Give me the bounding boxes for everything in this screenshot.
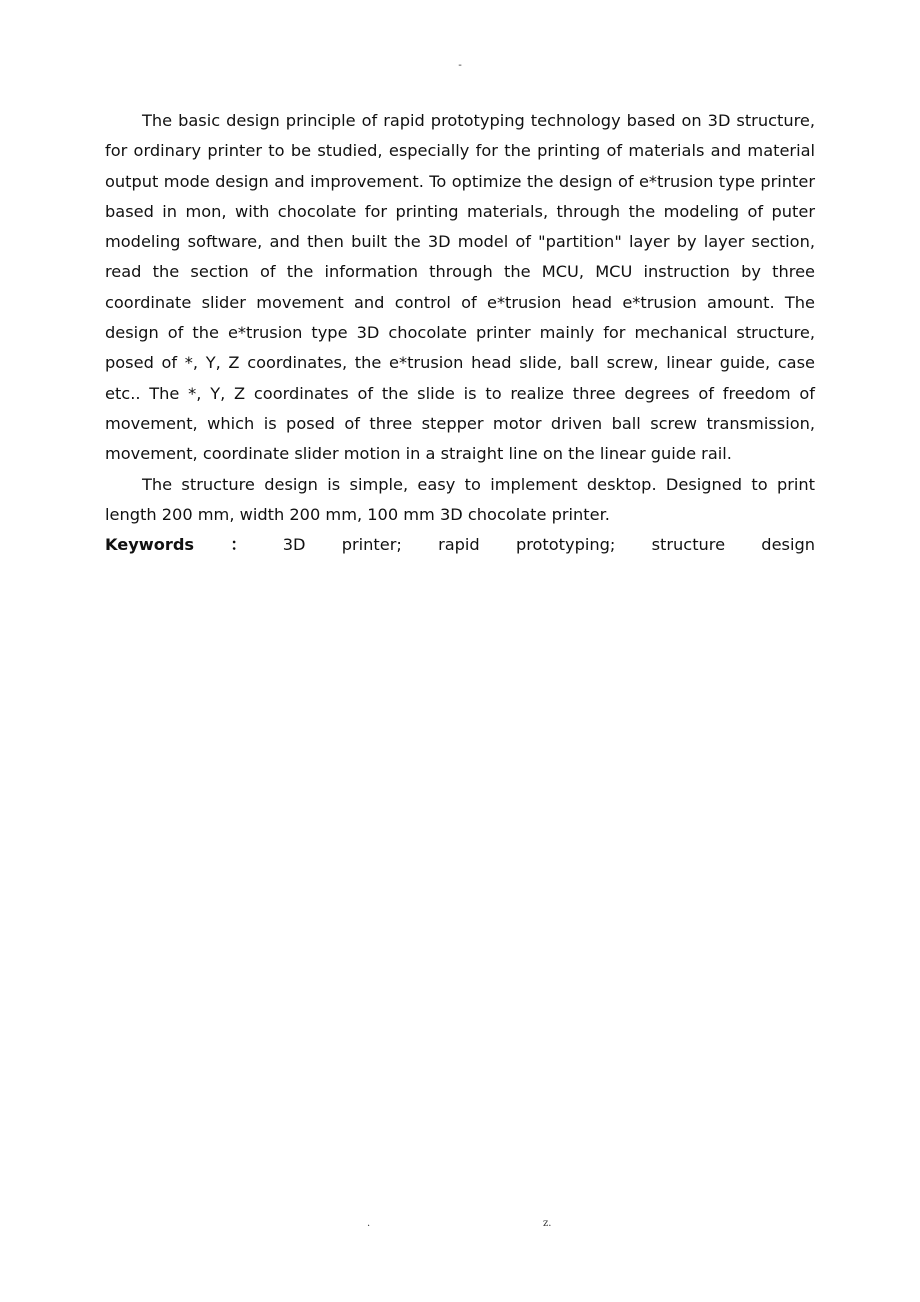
keyword-term: prototyping;	[515, 535, 616, 555]
abstract-paragraph-2: The structure design is simple, easy to implement desktop. Designed to print length 200 mm, width 200 mm, 100 mm 3D chocolate printer.	[105, 474, 815, 524]
keyword-term: 3D	[282, 535, 306, 555]
keyword-term: design	[761, 535, 815, 555]
keywords-line	[105, 530, 815, 560]
page-footer-left: .	[367, 1218, 371, 1229]
keyword-term: structure	[651, 535, 726, 555]
page-header-mark: -	[458, 60, 462, 71]
abstract-body	[105, 106, 815, 560]
keyword-term: rapid	[438, 535, 480, 555]
page-footer-right: z.	[543, 1218, 552, 1229]
keyword-term: printer;	[341, 535, 402, 555]
abstract-paragraph-1: The basic design principle of rapid prototyping technology based on 3D structure, for ordinary printer to be studied, especially for the printing of materials and material output mode design and improvement. To optimize the design of e*trusion type printer based in mon, with chocolate for printing materials, through the modeling of puter modeling software, and then built the 3D model of "partition" layer by layer section, read the section of the information through the MCU, MCU instruction by three coordinate slider movement and control of e*trusion head e*trusion amount. The design of the e*trusion type 3D chocolate printer mainly for mechanical structure, posed of *, Y, Z coordinates, the e*trusion head slide, ball screw, linear guide, case etc.. The *, Y, Z coordinates of the slide is to realize three degrees of freedom of movement, which is posed of three stepper motor driven ball screw transmission, movement, coordinate slider motion in a straight line on the linear guide rail.	[105, 111, 815, 464]
keywords-label: Keywords	[105, 535, 195, 555]
keywords-separator: ：	[230, 535, 247, 555]
